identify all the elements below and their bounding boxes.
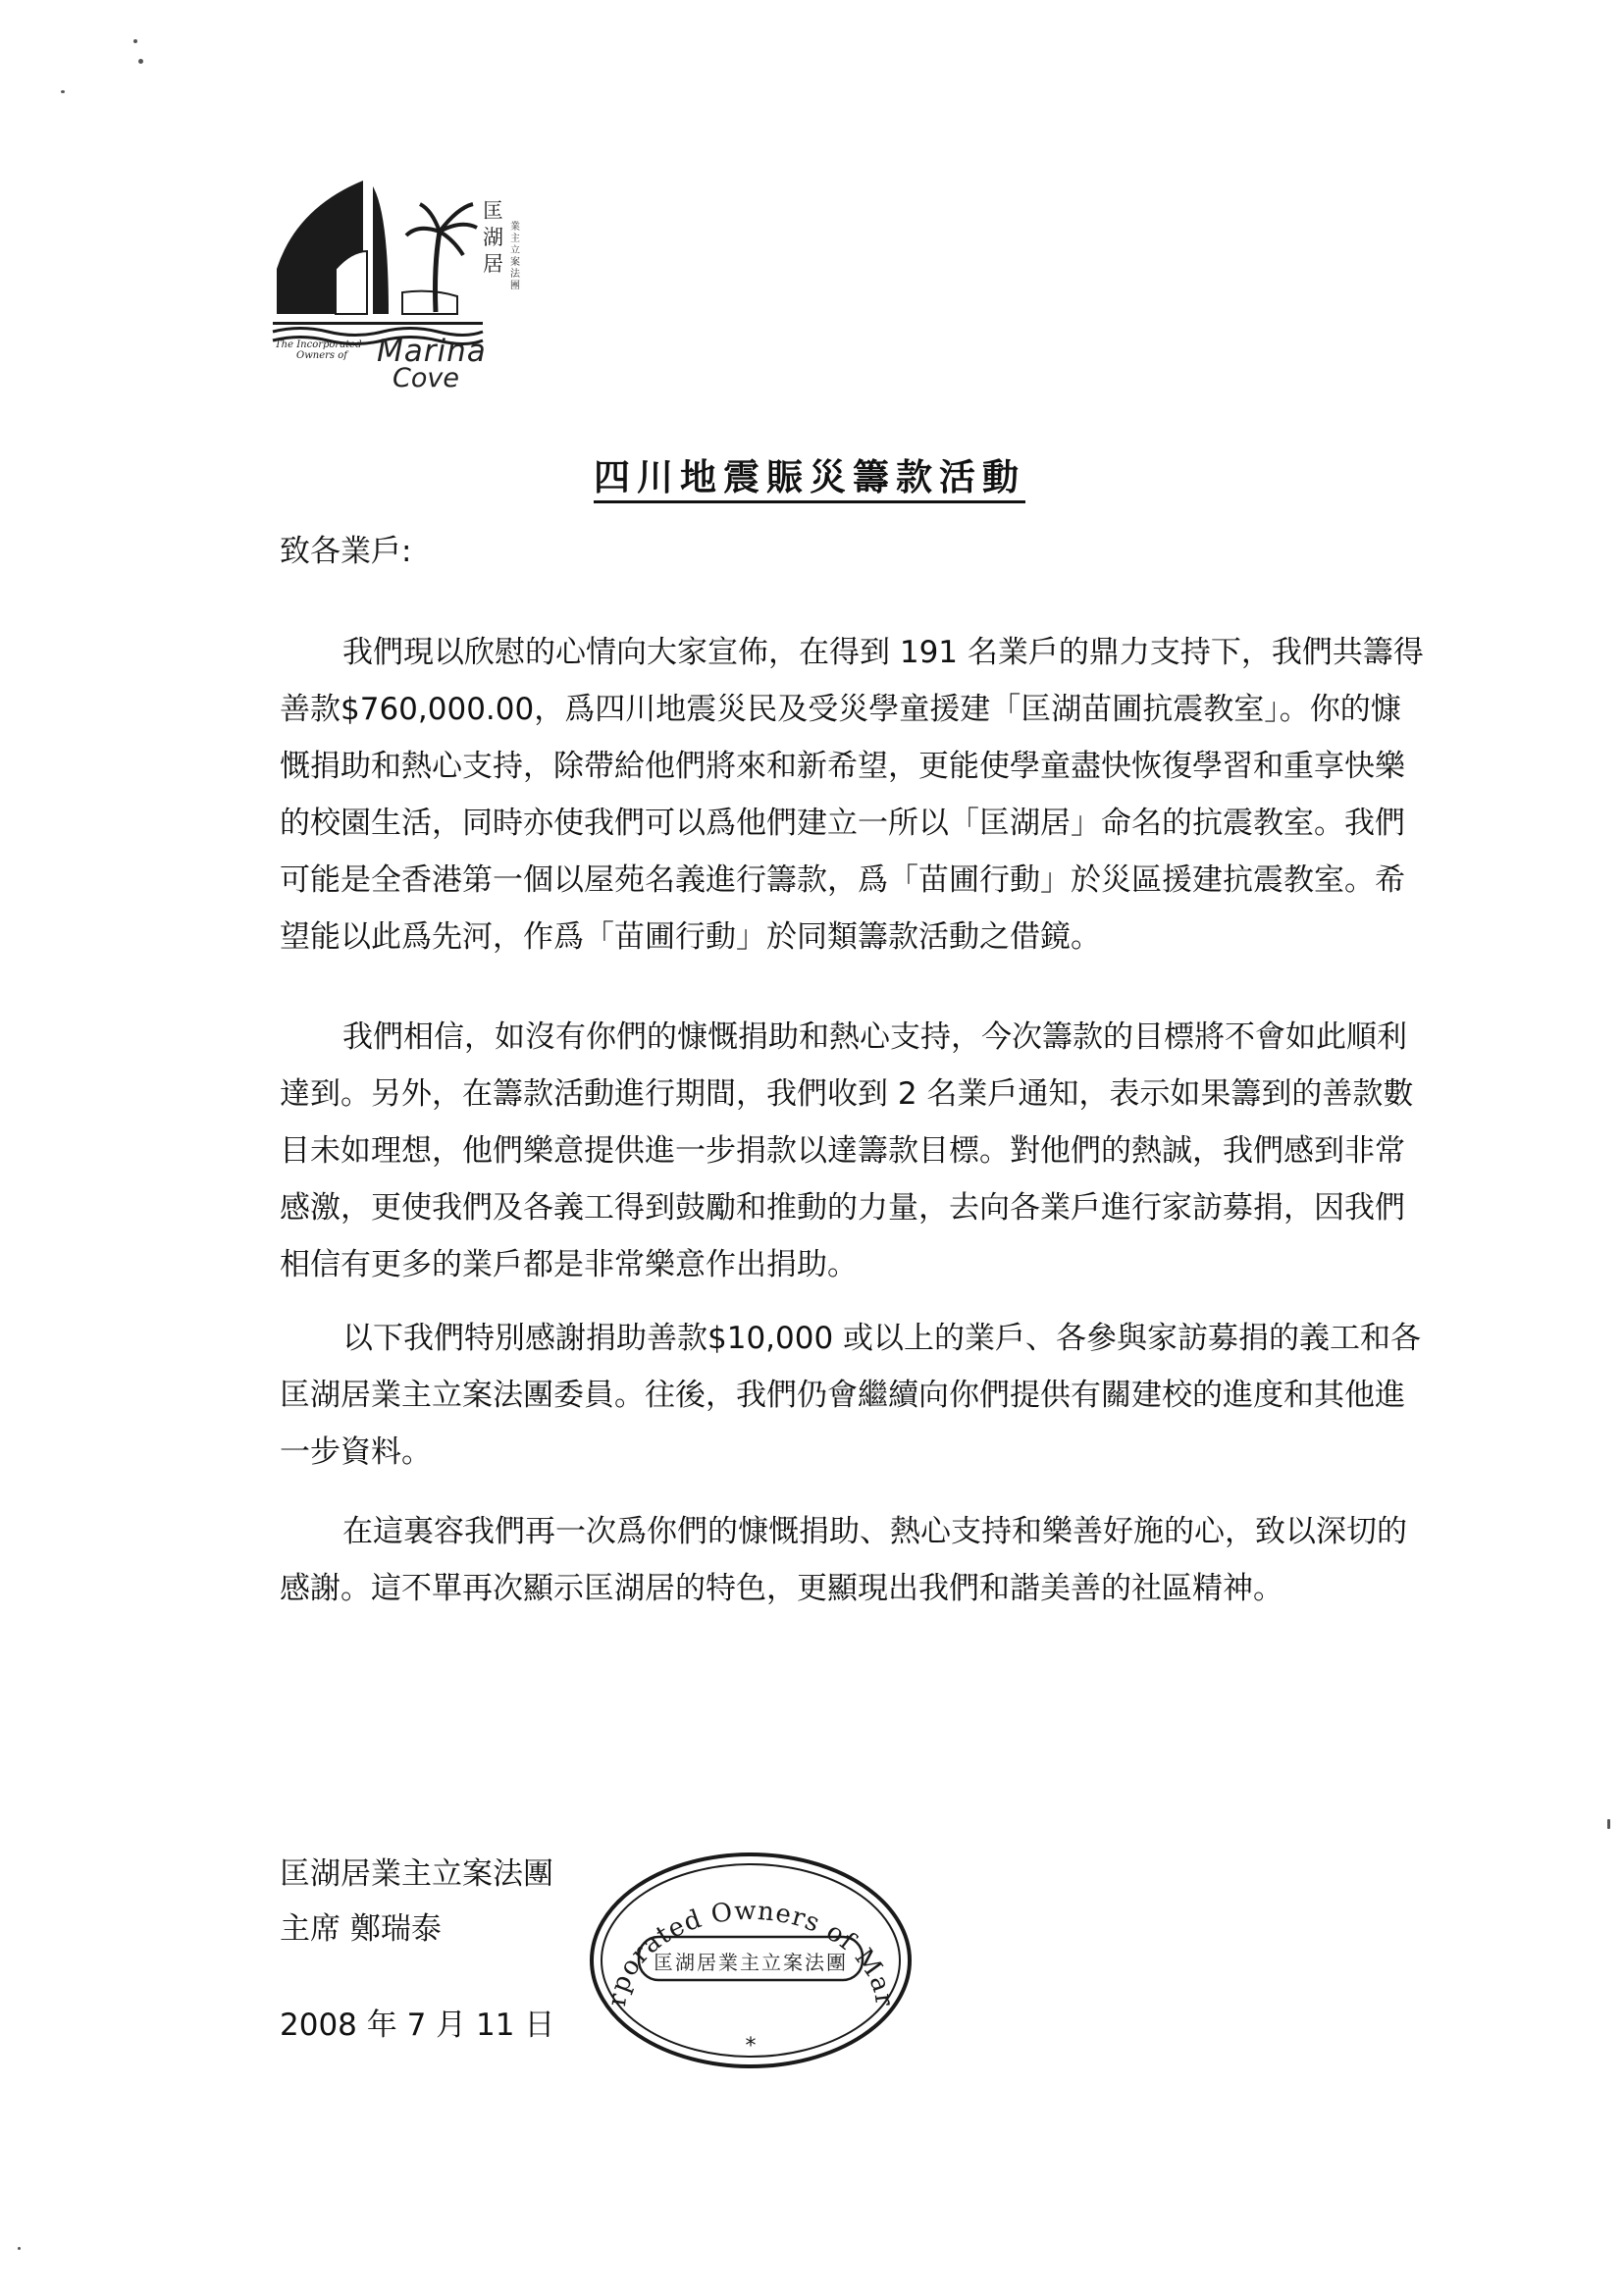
seal-star: * [745,2034,757,2059]
scan-speck [138,59,143,64]
body-paragraph-1: 我們現以欣慰的心情向大家宣佈，在得到 191 名業戶的鼎力支持下，我們共籌得善款$760,000.00，爲四川地震災民及受災學童援建「匡湖苗圃抗震教室」。你的慷慨捐助和熱心支持，除帶給他們將來和新希望，更能使學童盡快恢復學習和重享快樂的校園生活，同時亦使我們可以爲他們建立一所以「匡湖居」命名的抗震教室。我們可能是全香港第一個以屋苑名義進行籌款，爲「苗圃行動」於災區援建抗震教室。希望能以此爲先河，作爲「苗圃行動」於同類籌款活動之借鏡。 [280,635,1424,955]
scan-speck [61,90,65,93]
logo-name-marina: Marina [377,334,487,369]
body-paragraph-4: 在這裏容我們再一次爲你們的慷慨捐助、熱心支持和樂善好施的心，致以深切的感謝。這不單再次顯示匡湖居的特色，更顯現出我們和諧美善的社區精神。 [280,1514,1407,1606]
signature-date: 2008 年 7 月 11 日 [280,2008,555,2043]
logo-name-cove: Cove [393,363,459,393]
body-paragraph-3: 以下我們特別感謝捐助善款$10,000 或以上的業戶、各參與家訪募捐的義工和各匡湖居業主立案法團委員。往後，我們仍會繼續向你們提供有關建校的進度和其他進一步資料。 [280,1321,1422,1470]
organization-logo [265,175,618,400]
logo-chinese-name: 匡湖居 [483,199,503,276]
scan-speck [1607,1819,1610,1829]
svg-text:The Incorporated Owners of Mar [584,1843,899,2009]
scan-speck [133,39,137,43]
scan-speck [18,2247,21,2250]
logo-english-prefix-line1: The Incorporated [275,339,362,350]
seal-outer-text: rporated Owners of Mar [602,1896,900,2009]
logo-english-prefix-line2: Owners of [296,350,347,361]
organization-seal [584,1843,917,2076]
logo-english-prefix [275,339,362,361]
signature-name: 主席 鄭瑞泰 [280,1911,442,1947]
body-paragraph-2: 我們相信，如沒有你們的慷慨捐助和熱心支持，今次籌款的目標將不會如此順利達到。另外，在籌款活動進行期間，我們收到 2 名業戶通知，表示如果籌到的善款數目未如理想，他們樂意提供進一步捐款以達籌款目標。對他們的熱誠，我們感到非常感激，更使我們及各義工得到鼓勵和推動的力量，去向各業戶進行家訪募捐，因我們相信有更多的業戶都是非常樂意作出捐助。 [280,1019,1414,1282]
document-title: 四川地震賑災籌款活動 [594,455,1025,503]
salutation: 致各業戶: [280,534,412,569]
logo-chinese-subtitle: 業主立案法團 [510,222,520,291]
signature-organization: 匡湖居業主立案法團 [280,1856,553,1892]
seal-inner-text: 匡湖居業主立案法團 [654,1951,848,1974]
